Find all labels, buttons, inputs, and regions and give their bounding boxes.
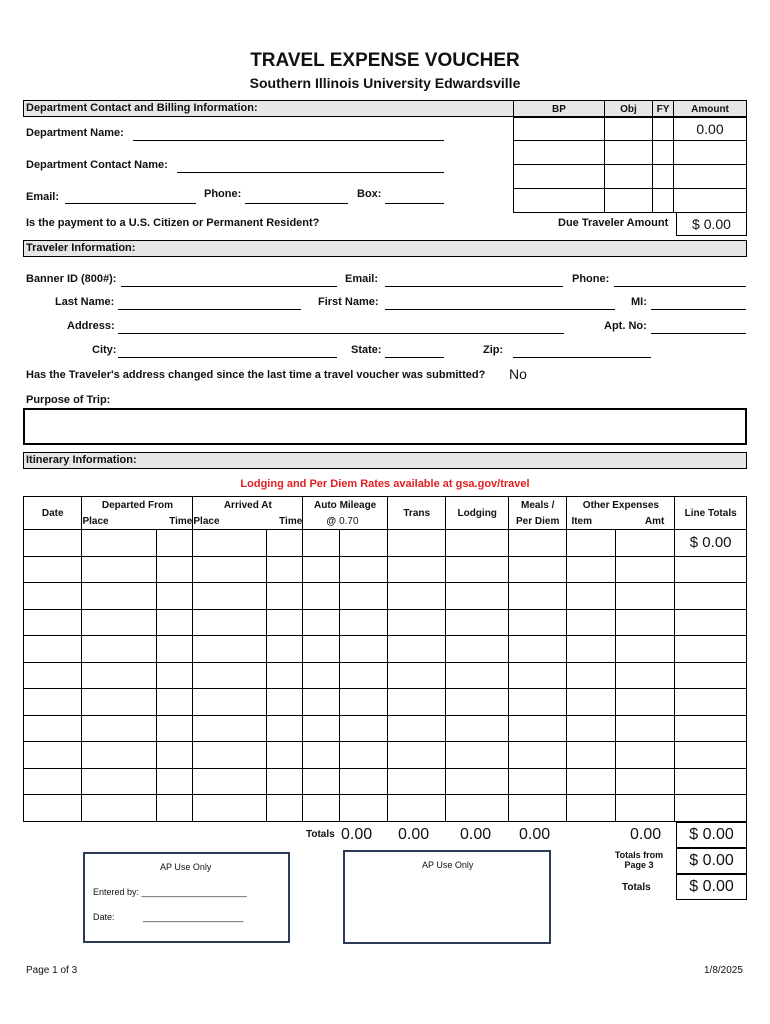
departed-time-cell[interactable] (157, 662, 193, 689)
meals-header: Meals / (508, 497, 566, 514)
arrived-time-header: Time (266, 514, 302, 530)
dept-section-label: Department Contact and Billing Information: (26, 102, 258, 114)
meals-cell[interactable] (508, 768, 566, 795)
date-cell[interactable] (24, 742, 82, 769)
entered-by-field[interactable]: Entered by: _____________________ (93, 887, 247, 897)
itinerary-row (24, 768, 747, 795)
other-amt-cell[interactable] (615, 636, 674, 663)
billing-table (513, 100, 747, 213)
rates-note: Lodging and Per Diem Rates available at gsa.gov/travel (240, 478, 530, 490)
arrived-place-cell[interactable] (193, 662, 267, 689)
line-totals-header: Line Totals (675, 497, 747, 530)
dept-name-field[interactable] (133, 140, 444, 141)
bp-cell[interactable] (514, 118, 605, 141)
address-label: Address: (67, 320, 115, 332)
departed-place-cell[interactable] (82, 795, 157, 822)
trans-cell[interactable] (387, 795, 445, 822)
line-total-cell[interactable] (675, 768, 747, 795)
apt-no-field[interactable] (651, 333, 746, 334)
mi-label: MI: (631, 296, 647, 308)
first-name-field[interactable] (385, 309, 615, 310)
mileage-miles-cell[interactable] (303, 795, 339, 822)
other-expenses-header: Other Expenses (567, 497, 675, 514)
other-amt-cell[interactable] (615, 609, 674, 636)
amount-cell[interactable] (674, 165, 747, 189)
date-cell[interactable] (24, 715, 82, 742)
arrived-place-cell[interactable] (193, 636, 267, 663)
departed-time-cell[interactable] (157, 768, 193, 795)
departed-time-cell[interactable] (157, 689, 193, 716)
arrived-place-cell[interactable] (193, 556, 267, 583)
itinerary-row (24, 689, 747, 716)
traveler-section-bar (23, 240, 747, 257)
amount-cell: 0.00 (674, 118, 747, 141)
lodging-cell[interactable] (446, 609, 509, 636)
obj-cell[interactable] (605, 189, 653, 213)
zip-field[interactable] (513, 357, 651, 358)
totals-page3-label (608, 850, 670, 870)
totals-label: Totals (306, 829, 335, 840)
arrived-place-cell[interactable] (193, 609, 267, 636)
amount-cell[interactable] (674, 141, 747, 165)
mileage-amount-cell[interactable] (339, 768, 387, 795)
ap-use-left-box (83, 852, 290, 943)
departed-time-cell[interactable] (157, 609, 193, 636)
fy-cell[interactable] (653, 141, 674, 165)
arrived-time-cell[interactable] (266, 583, 302, 610)
mileage-amount-cell[interactable] (339, 795, 387, 822)
trans-cell[interactable] (387, 556, 445, 583)
trans-cell[interactable] (387, 530, 445, 557)
departed-place-cell[interactable] (82, 742, 157, 769)
banner-id-field[interactable] (121, 286, 337, 287)
state-label: State: (351, 344, 382, 356)
trans-cell[interactable] (387, 636, 445, 663)
last-name-label: Last Name: (55, 296, 115, 308)
other-item-cell[interactable] (567, 715, 615, 742)
departed-place-cell[interactable] (82, 768, 157, 795)
lodging-cell[interactable] (446, 662, 509, 689)
line-total-cell[interactable] (675, 609, 747, 636)
city-field[interactable] (118, 357, 337, 358)
other-amt-cell[interactable] (615, 795, 674, 822)
lodging-cell[interactable] (446, 636, 509, 663)
mileage-amount-cell[interactable] (339, 609, 387, 636)
itinerary-row (24, 795, 747, 822)
arrived-time-cell[interactable] (266, 662, 302, 689)
per-diem-header: Per Diem (508, 514, 566, 530)
itinerary-section-bar (23, 452, 747, 469)
other-amt-cell[interactable] (615, 742, 674, 769)
col-bp-header: BP (514, 101, 605, 118)
dept-contact-field[interactable] (177, 172, 444, 173)
arrived-time-cell[interactable] (266, 556, 302, 583)
arrived-time-cell[interactable] (266, 715, 302, 742)
mileage-amount-cell[interactable] (339, 715, 387, 742)
mi-field[interactable] (651, 309, 746, 310)
dept-box-field[interactable] (385, 203, 444, 204)
apt-no-label: Apt. No: (604, 320, 647, 332)
dept-phone-label: Phone: (204, 188, 242, 200)
departed-time-cell[interactable] (157, 715, 193, 742)
itinerary-row (24, 556, 747, 583)
arrived-at-header: Arrived At (193, 497, 303, 514)
purpose-label: Purpose of Trip: (26, 394, 111, 406)
other-item-cell[interactable] (567, 795, 615, 822)
line-total-cell[interactable] (675, 689, 747, 716)
total-meals: 0.00 (519, 826, 551, 843)
departed-place-cell[interactable] (82, 689, 157, 716)
arrived-place-cell[interactable] (193, 795, 267, 822)
total-line-value: $ 0.00 (689, 826, 734, 843)
mileage-at-symbol: @ (303, 514, 339, 530)
dept-email-label: Email: (26, 191, 60, 203)
lodging-header: Lodging (446, 497, 509, 530)
departed-place-cell[interactable] (82, 583, 157, 610)
line-total-cell[interactable] (675, 583, 747, 610)
departed-place-cell[interactable] (82, 662, 157, 689)
lodging-cell[interactable] (446, 689, 509, 716)
meals-cell[interactable] (508, 742, 566, 769)
other-item-cell[interactable] (567, 583, 615, 610)
totals-page3-label-line1: Totals from (614, 850, 664, 860)
mileage-amount-cell[interactable] (339, 556, 387, 583)
other-amt-cell[interactable] (615, 715, 674, 742)
ap-use-left-title: AP Use Only (160, 862, 212, 872)
fy-cell[interactable] (653, 118, 674, 141)
obj-cell[interactable] (605, 118, 653, 141)
mileage-amount-cell[interactable] (339, 530, 387, 557)
trans-cell[interactable] (387, 583, 445, 610)
last-name-field[interactable] (118, 309, 301, 310)
trans-cell[interactable] (387, 768, 445, 795)
trans-cell[interactable] (387, 662, 445, 689)
total-mileage: 0.00 (341, 826, 373, 843)
trans-cell[interactable] (387, 689, 445, 716)
line-total-cell: $ 0.00 (675, 530, 747, 557)
purpose-field[interactable] (23, 408, 747, 445)
other-item-cell[interactable] (567, 662, 615, 689)
other-item-cell[interactable] (567, 689, 615, 716)
departed-place-cell[interactable] (82, 609, 157, 636)
auto-mileage-header: Auto Mileage (303, 497, 388, 514)
date-cell[interactable] (24, 795, 82, 822)
mileage-miles-cell[interactable] (303, 530, 339, 557)
traveler-phone-label: Phone: (572, 273, 610, 285)
date-cell[interactable] (24, 768, 82, 795)
arrived-place-cell[interactable] (193, 768, 267, 795)
meals-cell[interactable] (508, 609, 566, 636)
arrived-place-header: Place (193, 514, 267, 530)
total-other: 0.00 (630, 826, 662, 843)
trans-cell[interactable] (387, 715, 445, 742)
arrived-time-cell[interactable] (266, 795, 302, 822)
itinerary-row (24, 530, 747, 557)
page-subtitle: Southern Illinois University Edwardsville (249, 75, 521, 91)
line-total-cell[interactable] (675, 742, 747, 769)
departed-time-cell[interactable] (157, 556, 193, 583)
other-amt-cell[interactable] (615, 768, 674, 795)
date-cell[interactable] (24, 583, 82, 610)
dept-phone-field[interactable] (245, 203, 348, 204)
trans-cell[interactable] (387, 609, 445, 636)
itinerary-row (24, 715, 747, 742)
address-changed-select[interactable]: No (509, 366, 527, 382)
traveler-phone-field[interactable] (614, 286, 746, 287)
line-total-cell[interactable] (675, 795, 747, 822)
meals-cell[interactable] (508, 636, 566, 663)
departed-place-cell[interactable] (82, 715, 157, 742)
line-total-cell[interactable] (675, 636, 747, 663)
date-cell[interactable] (24, 609, 82, 636)
other-item-cell[interactable] (567, 530, 615, 557)
other-item-cell[interactable] (567, 556, 615, 583)
mileage-amount-cell[interactable] (339, 636, 387, 663)
dept-email-field[interactable] (65, 203, 196, 204)
city-label: City: (92, 344, 117, 356)
arrived-place-cell[interactable] (193, 583, 267, 610)
dept-contact-label: Department Contact Name: (26, 159, 168, 171)
banner-id-label: Banner ID (800#): (26, 273, 117, 285)
trans-cell[interactable] (387, 742, 445, 769)
arrived-place-cell[interactable] (193, 530, 267, 557)
arrived-place-cell[interactable] (193, 742, 267, 769)
obj-cell[interactable] (605, 165, 653, 189)
line-total-cell[interactable] (675, 556, 747, 583)
grand-totals-value: $ 0.00 (689, 878, 734, 895)
amount-cell[interactable] (674, 189, 747, 213)
departed-time-cell[interactable] (157, 530, 193, 557)
obj-cell[interactable] (605, 141, 653, 165)
mileage-amount-cell[interactable] (339, 689, 387, 716)
trans-header: Trans (387, 497, 445, 530)
zip-label: Zip: (483, 344, 504, 356)
other-amt-cell[interactable] (615, 662, 674, 689)
other-amt-cell[interactable] (615, 530, 674, 557)
totals-page3-box (676, 848, 747, 874)
meals-cell[interactable] (508, 795, 566, 822)
totals-page3-label-line2: Page 3 (624, 860, 654, 870)
ap-date-label: Date: (93, 912, 115, 922)
other-amt-cell[interactable] (615, 556, 674, 583)
lodging-cell[interactable] (446, 583, 509, 610)
lodging-cell[interactable] (446, 556, 509, 583)
fy-cell[interactable] (653, 189, 674, 213)
page-title: TRAVEL EXPENSE VOUCHER (250, 50, 520, 71)
itinerary-row (24, 636, 747, 663)
state-field[interactable] (385, 357, 444, 358)
col-obj-header: Obj (605, 101, 653, 118)
dept-name-label: Department Name: (26, 127, 124, 139)
other-item-header: Item (567, 514, 615, 530)
lodging-cell[interactable] (446, 530, 509, 557)
mileage-rate: 0.70 (339, 514, 387, 530)
departed-place-cell[interactable] (82, 636, 157, 663)
meals-cell[interactable] (508, 556, 566, 583)
total-trans: 0.00 (398, 826, 430, 843)
line-total-cell[interactable] (675, 662, 747, 689)
citizen-question: Is the payment to a U.S. Citizen or Permanent Resident? (26, 217, 320, 229)
due-traveler-label: Due Traveler Amount (558, 217, 669, 229)
page-number: Page 1 of 3 (26, 965, 78, 976)
itinerary-row (24, 583, 747, 610)
fy-cell[interactable] (653, 165, 674, 189)
itinerary-table (23, 496, 747, 822)
total-lodging: 0.00 (460, 826, 492, 843)
lodging-cell[interactable] (446, 768, 509, 795)
arrived-place-cell[interactable] (193, 715, 267, 742)
grand-totals-label: Totals (622, 882, 651, 893)
ap-date-field[interactable]: ____________________ (143, 912, 244, 922)
arrived-time-cell[interactable] (266, 636, 302, 663)
meals-cell[interactable] (508, 689, 566, 716)
mileage-miles-cell[interactable] (303, 583, 339, 610)
date-cell[interactable] (24, 556, 82, 583)
departed-time-cell[interactable] (157, 583, 193, 610)
meals-cell[interactable] (508, 530, 566, 557)
ap-use-right-box (343, 850, 551, 944)
date-cell[interactable] (24, 689, 82, 716)
mileage-miles-cell[interactable] (303, 715, 339, 742)
line-total-cell[interactable] (675, 715, 747, 742)
mileage-miles-cell[interactable] (303, 609, 339, 636)
traveler-section-label: Traveler Information: (26, 242, 136, 254)
departed-place-header: Place (82, 514, 157, 530)
total-line-box (676, 822, 747, 848)
departed-from-header: Departed From (82, 497, 193, 514)
other-amt-header: Amt (615, 514, 674, 530)
first-name-label: First Name: (318, 296, 379, 308)
mileage-miles-cell[interactable] (303, 689, 339, 716)
other-amt-cell[interactable] (615, 689, 674, 716)
mileage-miles-cell[interactable] (303, 768, 339, 795)
departed-time-cell[interactable] (157, 795, 193, 822)
meals-cell[interactable] (508, 662, 566, 689)
date-header: Date (24, 497, 82, 530)
arrived-time-cell[interactable] (266, 530, 302, 557)
mileage-amount-cell[interactable] (339, 742, 387, 769)
arrived-time-cell[interactable] (266, 609, 302, 636)
lodging-cell[interactable] (446, 715, 509, 742)
arrived-time-cell[interactable] (266, 689, 302, 716)
date-cell[interactable] (24, 662, 82, 689)
other-item-cell[interactable] (567, 768, 615, 795)
mileage-amount-cell[interactable] (339, 662, 387, 689)
ap-use-right-title: AP Use Only (422, 860, 474, 870)
bp-cell[interactable] (514, 165, 605, 189)
date-cell[interactable] (24, 636, 82, 663)
mileage-miles-cell[interactable] (303, 662, 339, 689)
itinerary-section-label: Itinerary Information: (26, 454, 137, 466)
arrived-time-cell[interactable] (266, 742, 302, 769)
mileage-amount-cell[interactable] (339, 583, 387, 610)
other-item-cell[interactable] (567, 742, 615, 769)
mileage-miles-cell[interactable] (303, 742, 339, 769)
departed-place-cell[interactable] (82, 530, 157, 557)
bp-cell[interactable] (514, 189, 605, 213)
other-item-cell[interactable] (567, 609, 615, 636)
mileage-miles-cell[interactable] (303, 556, 339, 583)
address-field[interactable] (118, 333, 564, 334)
col-amount-header: Amount (674, 101, 747, 118)
traveler-email-label: Email: (345, 273, 379, 285)
totals-page3-value: $ 0.00 (689, 852, 734, 869)
footer-date: 1/8/2025 (704, 965, 743, 976)
arrived-place-cell[interactable] (193, 689, 267, 716)
address-changed-question: Has the Traveler's address changed since the last time a travel voucher was submitted? (26, 369, 486, 381)
lodging-cell[interactable] (446, 742, 509, 769)
date-cell[interactable] (24, 530, 82, 557)
departed-time-cell[interactable] (157, 636, 193, 663)
departed-place-cell[interactable] (82, 556, 157, 583)
departed-time-cell[interactable] (157, 742, 193, 769)
mileage-miles-cell[interactable] (303, 636, 339, 663)
lodging-cell[interactable] (446, 795, 509, 822)
other-amt-cell[interactable] (615, 583, 674, 610)
col-fy-header: FY (653, 101, 674, 118)
meals-cell[interactable] (508, 715, 566, 742)
meals-cell[interactable] (508, 583, 566, 610)
itinerary-row (24, 609, 747, 636)
departed-time-header: Time (157, 514, 193, 530)
due-traveler-amount (676, 212, 747, 236)
dept-box-label: Box: (357, 188, 382, 200)
itinerary-row (24, 742, 747, 769)
itinerary-row (24, 662, 747, 689)
arrived-time-cell[interactable] (266, 768, 302, 795)
other-item-cell[interactable] (567, 636, 615, 663)
grand-totals-box (676, 874, 747, 900)
bp-cell[interactable] (514, 141, 605, 165)
due-traveler-value: $ 0.00 (692, 216, 731, 232)
traveler-email-field[interactable] (385, 286, 563, 287)
